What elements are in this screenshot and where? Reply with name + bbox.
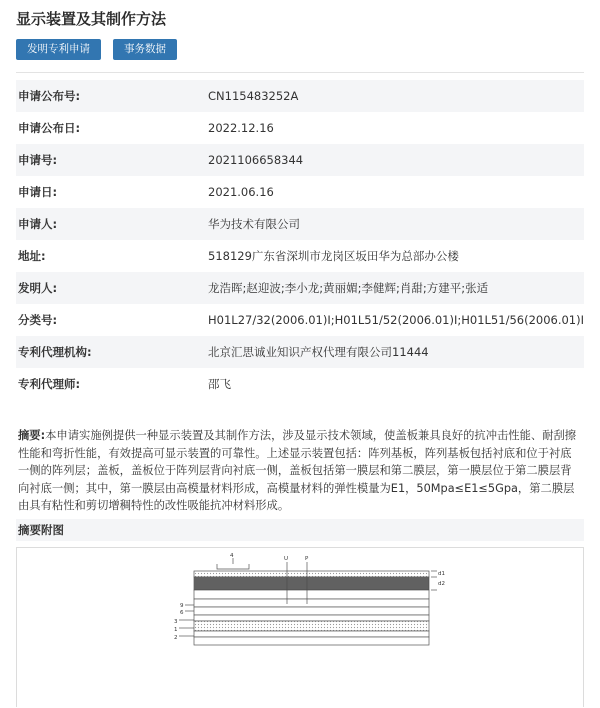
table-row (16, 336, 584, 368)
table-row (16, 304, 584, 336)
field-value: 2021.06.16 (208, 185, 274, 199)
cover-layer-1 (194, 571, 429, 577)
invention-application-button[interactable]: 发明专利申请 (16, 39, 101, 60)
abstract-figure-title: 摘要附图 (16, 519, 584, 541)
label-1: 1 (174, 627, 178, 633)
table-row (16, 272, 584, 304)
field-value: 北京汇思诚业知识产权代理有限公司11444 (208, 336, 584, 368)
action-buttons (16, 39, 177, 60)
field-value: H01L27/32(2006.01)I;H01L51/52(2006.01)I;H01L51/56(2006.01)I (208, 313, 584, 327)
field-label: 发明人: (16, 272, 208, 304)
field-value: 华为技术有限公司 (208, 208, 584, 240)
field-label: 申请公布号: (16, 80, 208, 112)
label-3: 3 (174, 619, 178, 625)
abstract-figure (16, 547, 584, 707)
field-value: 2021106658344 (208, 144, 584, 176)
field-value: 518129广东省深圳市龙岗区坂田华为总部办公楼 (208, 249, 459, 263)
label-p: P (305, 556, 309, 562)
label-2: 2 (174, 635, 178, 641)
affairs-data-button[interactable]: 事务数据 (113, 39, 177, 60)
field-label: 专利代理师: (18, 377, 81, 391)
abstract-label: 摘要: (18, 429, 46, 442)
divider (16, 72, 584, 73)
abstract-text: 本申请实施例提供一种显示装置及其制作方法，涉及显示技术领域，使盖板兼具良好的抗冲击性能、耐刮擦性能和弯折性能，有效提高可显示装置的可靠性。上述显示装置包括：阵列基板，阵列基板包括衬底和位于衬底一侧的阵列层；盖板，盖板位于阵列层背向衬底一侧，盖板包括第一膜层和第二膜层，第一膜层位于第二膜层背向衬底一侧；其中，第一膜层由高模量材料形成，高模量材料的弹性模量为E1，50Mpa≤E1≤5Gpa，第二膜层由具有粘性和剪切增稠特性的改性吸能抗冲材料形成。 (18, 429, 577, 512)
field-label: 申请号: (16, 144, 208, 176)
field-value: 2022.12.16 (208, 121, 274, 135)
table-row (16, 208, 584, 240)
table-row (16, 240, 584, 272)
table-row (16, 80, 584, 112)
abstract-section (16, 421, 580, 520)
field-value: 邵飞 (208, 377, 231, 391)
label-6: 6 (180, 610, 184, 616)
table-row (16, 368, 584, 400)
cover-layer-2 (194, 577, 429, 590)
label-d1: d1 (438, 571, 445, 577)
field-label: 申请日: (18, 185, 58, 199)
field-label: 申请公布日: (18, 121, 81, 135)
field-label: 分类号: (18, 313, 58, 327)
table-row (16, 144, 584, 176)
field-label: 专利代理机构: (16, 336, 208, 368)
page-title: 显示装置及其制作方法 (16, 10, 167, 28)
table-row (16, 112, 584, 144)
bibliographic-table (16, 80, 584, 400)
layer-structure-drawing (17, 548, 583, 708)
field-label: 申请人: (16, 208, 208, 240)
field-value: CN115483252A (208, 80, 584, 112)
table-row (16, 176, 584, 208)
array-layer (194, 621, 429, 631)
substrate (194, 637, 429, 645)
field-value: 龙浩晖;赵迎波;李小龙;黄丽媚;李健辉;肖甜;方建平;张适 (208, 272, 584, 304)
label-d2: d2 (438, 581, 445, 587)
label-4: 4 (230, 553, 234, 559)
label-9: 9 (180, 603, 184, 609)
label-u: U (284, 556, 289, 562)
field-label: 地址: (18, 249, 46, 263)
